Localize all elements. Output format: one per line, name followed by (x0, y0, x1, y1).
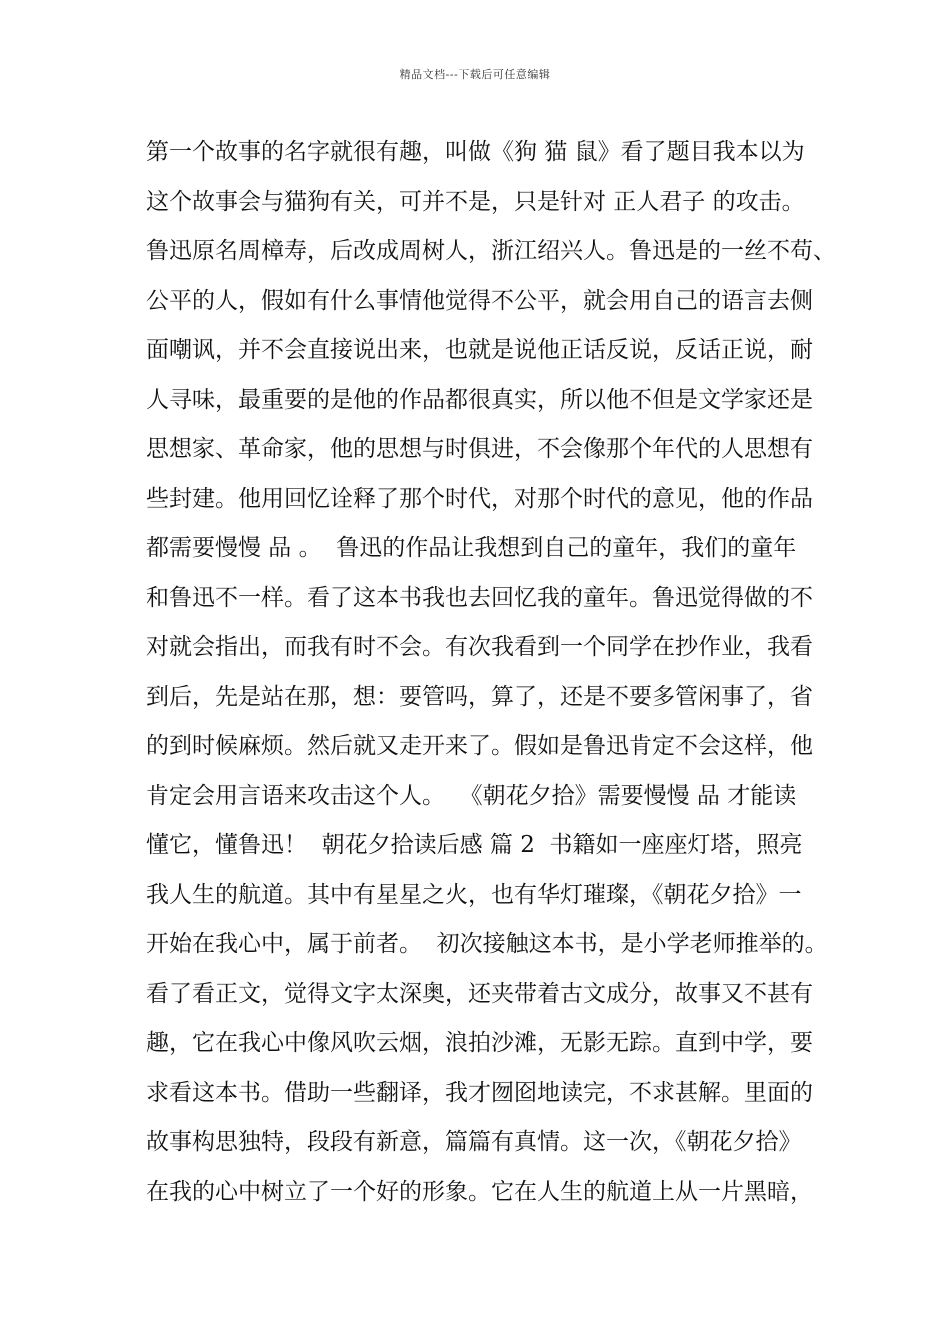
text-line: 趣，它在我心中像风吹云烟，浪拍沙滩，无影无踪。直到中学，要 (146, 1030, 813, 1056)
text-line: 开始在我心中，属于前者。 初次接触这本书，是小学老师推举的。 (146, 931, 828, 957)
text-line: 和鲁迅不一样。看了这本书我也去回忆我的童年。鲁迅觉得做的不 (146, 584, 813, 611)
text-line: 思想家、革命家，他的思想与时俱进，不会像那个年代的人思想有 (146, 436, 813, 462)
text-line: 第一个故事的名字就很有趣，叫做《狗 猫 鼠》看了题目我本以为 (146, 139, 805, 165)
text-line: 鲁迅原名周樟寿，后改成周树人，浙江绍兴人。鲁迅是的一丝不苟、 (146, 238, 836, 264)
body-text (146, 132, 836, 1221)
text-line: 面嘲讽，并不会直接说出来，也就是说他正话反说，反话正说，耐 (146, 337, 813, 363)
text-line: 对就会指出，而我有时不会。有次我看到一个同学在抄作业，我看 (146, 634, 813, 660)
text-line: 都需要慢慢 品 。 鲁迅的作品让我想到自己的童年，我们的童年 (146, 535, 797, 561)
text-line: 我人生的航道。其中有星星之火，也有华灯璀璨，《朝花夕拾》一 (146, 881, 802, 908)
text-line: 看了看正文，觉得文字太深奥，还夹带着古文成分，故事又不甚有 (146, 980, 813, 1007)
text-line: 到后，先是站在那，想：要管吗，算了，还是不要多管闲事了，省 (146, 683, 813, 710)
text-line: 人寻味，最重要的是他的作品都很真实，所以他不但是文学家还是 (146, 386, 813, 413)
text-line: 的到时候麻烦。然后就又走开来了。假如是鲁迅肯定不会这样，他 (146, 733, 813, 759)
text-line: 公平的人，假如有什么事情他觉得不公平，就会用自己的语言去侧 (146, 287, 813, 314)
text-line: 肯定会用言语来攻击这个人。 《朝花夕拾》需要慢慢 品 才能读 (146, 782, 797, 809)
text-line: 些封建。他用回忆诠释了那个时代，对那个时代的意见，他的作品 (146, 485, 813, 512)
text-line: 故事构思独特，段段有新意，篇篇有真情。这一次，《朝花夕拾》 (146, 1129, 802, 1155)
text-line: 懂它，懂鲁迅！ 朝花夕拾读后感 篇 2 书籍如一座座灯塔，照亮 (146, 832, 803, 858)
text-line: 在我的心中树立了一个好的形象。它在人生的航道上从一片黑暗， (146, 1178, 813, 1205)
page-header: 精品文档---下载后可任意编辑 (399, 68, 551, 81)
text-line: 求看这本书。借助一些翻译，我才囫囵地读完，不求甚解。里面的 (146, 1079, 813, 1106)
text-line: 这个故事会与猫狗有关，可并不是，只是针对 正人君子 的攻击。 (146, 188, 805, 215)
